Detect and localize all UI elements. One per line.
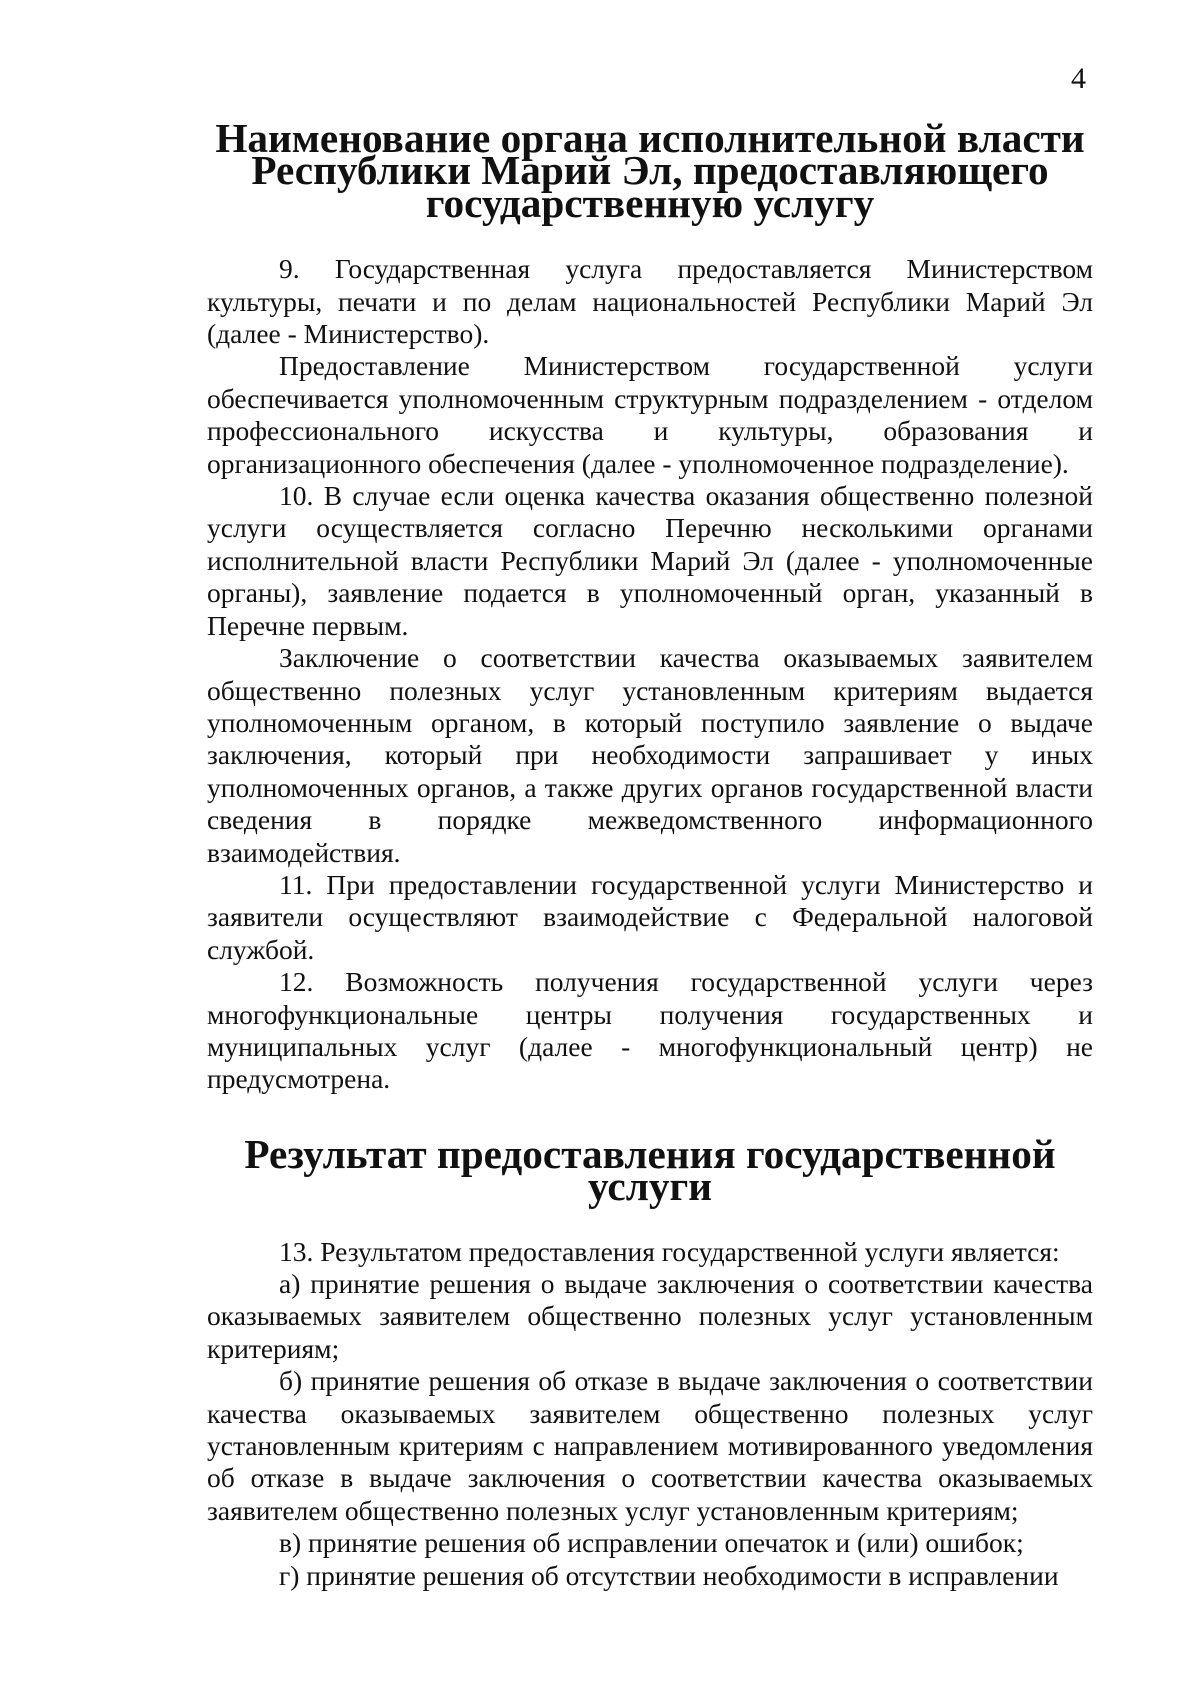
heading-line-2: Республики Марий Эл, предоставляющего государственную услугу: [251, 147, 1049, 226]
paragraph-11: 11. При предоставлении государственной услуги Министерство и заявители осуществляют взаимодействие с Федеральной налоговой службой.: [207, 868, 1093, 965]
paragraph-10-conclusion: Заключение о соответствии качества оказываемых заявителем общественно полезных услуг установленным критериям выдается уполномоченным органом, в который поступило заявление о выдаче заключения, который при необходимости запрашивает у иных уполномоченных органов, а также других органов государственной власти сведения в порядке межведомственного информационного взаимодействия.: [207, 642, 1093, 868]
paragraph-9-provision: Предоставление Министерством государственной услуги обеспечивается уполномоченным структурным подразделением - отделом профессионального искусства и культуры, образования и организационного обеспечения (далее - уполномоченное подразделение).: [207, 350, 1093, 479]
paragraph-9: 9. Государственная услуга предоставляется Министерством культуры, печати и по делам национальностей Республики Марий Эл (далее - Министерство).: [207, 253, 1093, 350]
heading-line-1: Наименование органа исполнительной власти: [215, 115, 1085, 161]
paragraph-13-a: а) принятие решения о выдаче заключения о соответствии качества оказываемых заявителем общественно полезных услуг установленным критериям;: [207, 1268, 1093, 1364]
paragraph-13-b: б) принятие решения об отказе в выдаче заключения о соответствии качества оказываемых заявителем общественно полезных услуг установленным критериям с направлением мотивированного уведомления об отказе в выдаче заключения о соответствии качества оказываемых заявителем общественно полезных услуг установленным критериям;: [207, 1365, 1093, 1526]
paragraph-13: 13. Результатом предоставления государственной услуги является:: [279, 1235, 1060, 1267]
paragraph-12: 12. Возможность получения государственной услуги через многофункциональные центры получения государственных и муниципальных услуг (далее - многофункциональный центр) не предусмотрена.: [207, 966, 1093, 1095]
paragraph-10: 10. В случае если оценка качества оказания общественно полезной услуги осуществляется согласно Перечню несколькими органами исполнительной власти Республики Марий Эл (далее - уполномоченные органы), заявление подается в уполномоченный орган, указанный в Перечне первым.: [207, 480, 1093, 641]
page-number: 4: [1071, 62, 1086, 95]
document-body: [207, 115, 1093, 1592]
section-heading-executive-body: [207, 115, 1093, 226]
paragraph-13-v: в) принятие решения об исправлении опечаток и (или) ошибок;: [279, 1527, 1024, 1559]
paragraph-13-g: г) принятие решения об отсутствии необходимости в исправлении: [279, 1559, 1059, 1591]
section-heading-result: Результат предоставления государственной услуги: [244, 1130, 1056, 1210]
